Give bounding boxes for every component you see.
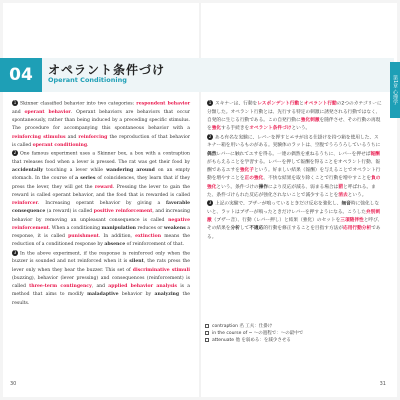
- text-run: behavior by: [118, 292, 155, 298]
- bold-word: wandering around: [106, 168, 155, 173]
- text-run: . Increasing operant behavior by giving a: [38, 201, 167, 206]
- key-term: extinction: [135, 234, 162, 239]
- japanese-paragraph: [207, 100, 383, 134]
- text-run: . Pressing the lever to gain the reward is called operant behavior, and the food that is rewarded is called: [12, 184, 190, 198]
- paragraph-number-badge: 2: [13, 150, 17, 155]
- text-run: . When a conditioning: [48, 225, 102, 231]
- bold-word: 偶然: [207, 151, 217, 157]
- vocab-item: [205, 323, 325, 330]
- chapter-number: 04: [0, 58, 42, 92]
- english-paragraph: [12, 100, 190, 150]
- key-term: オペラント行動: [303, 101, 337, 107]
- page-number-left: 30: [10, 381, 17, 387]
- japanese-text-column: [207, 100, 383, 242]
- key-term: punishment: [68, 234, 99, 239]
- bold-word: absence: [104, 242, 126, 248]
- text-run: と: [299, 101, 304, 107]
- paragraph-number-badge: 3: [208, 200, 212, 205]
- key-term: 消去: [338, 192, 348, 198]
- text-run: する手続きを: [221, 126, 250, 132]
- text-run: is a method that aims to modify: [12, 284, 190, 298]
- bold-word: accidentally: [12, 168, 44, 173]
- chapter-subtitle: Operant Conditioning: [48, 76, 127, 84]
- text-run: , and: [91, 284, 109, 289]
- text-run: がもらえることを学習する。レバーを押して報酬を得ることをオペラント行動、報酬であるエサを: [207, 159, 381, 173]
- japanese-paragraph: [207, 200, 383, 242]
- bold-word: 分析: [230, 226, 240, 232]
- text-run: and: [12, 109, 25, 115]
- bold-word: weakens: [163, 225, 186, 231]
- vocab-meaning: ～の過程で：～の最中で: [253, 331, 304, 336]
- bold-word: 操作: [258, 184, 268, 190]
- key-term: 弁別刺激: [207, 209, 381, 223]
- paragraph-number-badge: 2: [208, 133, 212, 139]
- text-run: である。: [207, 226, 381, 240]
- page-number-right: 31: [379, 381, 386, 387]
- vocab-meaning: 名 工夫：仕掛け: [239, 324, 273, 329]
- text-run: (a reward) is called: [45, 209, 94, 215]
- text-run: Skinner classified behavior into two categories:: [20, 101, 137, 107]
- text-run: the reproduction of that behavior is called: [12, 134, 190, 148]
- checkbox-icon[interactable]: [205, 324, 209, 328]
- paragraph-number-badge: 3: [13, 249, 17, 255]
- text-run: of coincidences, they learn that if they press the lever, they will get the: [12, 176, 190, 190]
- bold-word: silent: [129, 259, 144, 265]
- vocab-term: contraption: [212, 324, 238, 329]
- english-paragraph: [12, 250, 190, 308]
- japanese-paragraph: [207, 134, 383, 201]
- key-term: レスポンデント行動: [257, 101, 300, 107]
- paragraph-number-badge: 1: [208, 100, 212, 105]
- bold-word: a series: [75, 176, 96, 182]
- text-run: 、不快な結果を取り除くことで行動を増やすことを: [263, 176, 372, 182]
- vocab-item: [205, 330, 325, 337]
- key-term: discriminative stimuli: [132, 267, 190, 273]
- text-run: により反応が減る、弱まる場合は: [267, 184, 339, 190]
- text-run: . In addition,: [98, 234, 136, 239]
- text-run: a response, it is called: [12, 225, 190, 239]
- key-term: 報酬: [370, 151, 380, 157]
- vocab-item: [205, 337, 325, 344]
- key-term: reinforcer: [12, 201, 39, 206]
- bold-word: manipulation: [101, 225, 136, 231]
- key-term: negative reinforcement: [12, 217, 190, 231]
- text-run: ある有名な実験に、レバーを押すとエサが出る仕掛けを持つ箱を使用した、スキナー箱を用いるものがある。実験体のラットは、空腹でうろうろしているうちに: [207, 135, 381, 149]
- text-run: という。好ましい結果（報酬）を与えることでオペラント行動を増やすことを: [207, 168, 381, 182]
- key-term: reinforcing: [78, 134, 108, 140]
- key-term: 三項随伴性: [340, 218, 364, 223]
- vocab-term: attenuate: [212, 338, 235, 343]
- key-term: 正の強化: [244, 176, 264, 182]
- text-run: on an empty stomach. In the course of: [12, 168, 190, 182]
- bold-word: favorable consequence: [12, 201, 190, 215]
- vocabulary-list: [205, 323, 325, 344]
- text-run: の2つのカテゴリーに分類した。オペラント行動とは、先行する特定の刺激に誘発される行動ではなく、自発的に生じる行動である。この自発行動に: [207, 101, 382, 123]
- key-term: オペラント条件づけ: [249, 126, 292, 132]
- key-term: 応用行動分析: [343, 226, 372, 232]
- bold-word: 無音: [341, 201, 351, 207]
- text-run: （ブザー音）、行動（レバー押し）と結果（強化）のセットを: [211, 218, 341, 223]
- section-side-tab[interactable]: 第1章 心理学: [390, 62, 400, 118]
- text-run: the results.: [12, 292, 190, 306]
- text-run: スキナーは、行動を: [215, 101, 258, 107]
- vocab-term: in the course of ~: [212, 331, 253, 336]
- bold-word: analyzing: [154, 292, 180, 298]
- key-term: operant conditioning: [32, 142, 88, 148]
- key-term: three-term contingency: [29, 284, 92, 289]
- bold-word: maladaptive: [87, 292, 119, 298]
- text-run: と呼ばれる。また、条件づけられた反応が強化されないことで減少することを: [207, 184, 376, 198]
- key-term: positive reinforcement: [93, 209, 153, 215]
- key-term: 強化子: [239, 168, 254, 173]
- key-term: applied behavior analysis: [108, 284, 177, 289]
- text-run: という。条件づけの: [216, 184, 259, 190]
- text-run: In the above experiment, if the response is reinforced only when the buzzer is sounded and not reinforced when it is: [12, 251, 190, 265]
- text-run: One famous experiment uses a Skinner box, a box with a contraption that releases food when a lever is pressed. The rat was get their food by: [12, 151, 190, 165]
- chapter-title: オペラント条件づけ: [48, 63, 166, 77]
- english-paragraph: [12, 150, 190, 250]
- key-term: reward: [94, 184, 113, 190]
- text-run: , and increasing behavior by removing an unpleasant consequence is called: [12, 209, 190, 223]
- key-term: operant behavior: [24, 109, 71, 115]
- text-run: という。: [347, 192, 367, 198]
- key-term: 罰: [338, 184, 344, 190]
- text-run: レバーに触れてエサを得る。一連の偶然を重ねるうちに、レバーを押せば: [216, 151, 371, 157]
- text-run: と呼び、その結果を: [207, 218, 383, 232]
- text-run: . Operant behaviors are behaviors that occur spontaneously, rather than being induced by a preceding specific stimulus. The procedure for accompanying this spontaneous behavior with a: [12, 109, 190, 132]
- key-term: reinforcing stimulus: [12, 134, 66, 140]
- text-run: of reinforcement of that.: [125, 242, 184, 248]
- text-run: touching a lever while: [43, 168, 107, 173]
- text-run: 上記の実験で、ブザーが鳴っているときだけ反応を強化し、: [215, 201, 342, 207]
- text-run: and: [65, 134, 79, 140]
- key-term: 負の強化: [207, 176, 381, 190]
- english-text-column: [12, 100, 190, 308]
- text-run: .: [87, 142, 89, 148]
- checkbox-icon[interactable]: [205, 338, 209, 342]
- key-term: respondent behavior: [136, 101, 190, 107]
- text-run: 時に強化しないと、ラットはブザーが鳴ったときだけレバーを押すようになる。こうした: [207, 201, 380, 215]
- bold-word: 不適応: [249, 226, 264, 232]
- text-run: reduces or: [135, 225, 164, 231]
- text-run: という。: [291, 126, 311, 132]
- text-run: , the rats press the lever only when they hear the buzzer. This set of: [12, 259, 190, 273]
- key-term: 強化刺激: [300, 118, 320, 123]
- text-run: を随伴させ、その行動の再現を: [207, 118, 381, 132]
- text-run: means the reduction of a conditioned response by: [12, 234, 190, 248]
- text-run: 的行動を修正することを目指す方法が: [263, 226, 344, 232]
- paragraph-number-badge: 1: [13, 100, 17, 105]
- key-term: 強化: [211, 126, 222, 132]
- vocab-meaning: 他 を弱める：を減少させる: [235, 338, 291, 343]
- text-run: (buzzing), behavior (lever pressing) and consequences (reinforcement) is called: [12, 275, 190, 289]
- text-run: して: [239, 226, 250, 232]
- checkbox-icon[interactable]: [205, 331, 209, 335]
